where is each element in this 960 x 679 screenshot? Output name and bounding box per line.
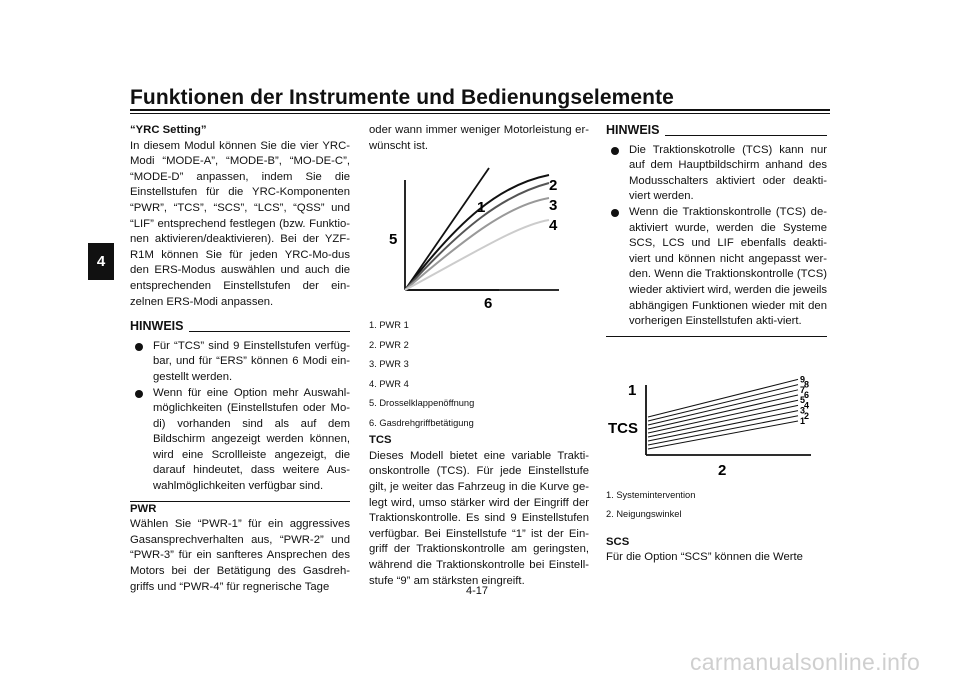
legend-item: 3. PWR 3 <box>369 359 409 370</box>
tcs-level-line <box>648 400 798 433</box>
legend-item: 1. PWR 1 <box>369 320 409 331</box>
fig1-legend <box>369 316 589 433</box>
tcs-level-line <box>648 421 798 449</box>
bullet-icon <box>135 390 143 398</box>
bullet-icon <box>135 343 143 351</box>
note-list <box>130 339 350 495</box>
fig1-label-3: 3 <box>549 197 558 215</box>
fig2-label-2: 2 <box>718 461 727 479</box>
note-heading <box>606 123 827 139</box>
bullet-icon <box>611 147 619 155</box>
tcs-level-label: 6 <box>804 389 810 400</box>
note-list <box>606 143 827 330</box>
tcs-level-label: 4 <box>804 400 810 411</box>
legend-item: 4. PWR 4 <box>369 378 409 389</box>
tcs-level-label: 3 <box>800 405 806 416</box>
tcs-level-label: 7 <box>800 384 806 395</box>
note-item: Wenn für eine Option mehr Auswahl-möglichkeiten (Einstellstufen oder Mo-di) vorhanden sind als auf dem Bildschirm angezeigt werden können, wird eine Scrollleiste angezeigt, die darauf hindeutet, dass weitere Aus-wahlmöglichkeiten verfügbar sind. <box>130 386 350 495</box>
fig1-label-4: 4 <box>549 217 558 235</box>
fig1-label-2: 2 <box>549 177 558 195</box>
column-3 <box>606 123 827 566</box>
tcs-level-line <box>648 405 798 437</box>
chapter-tab: 4 <box>88 243 114 280</box>
fig2-label-tcs: TCS <box>608 419 638 437</box>
tcs-level-label: 2 <box>804 410 810 421</box>
legend-item: 6. Gasdrehgriffbetätigung <box>369 417 474 428</box>
pwr-text-continued: oder wann immer weniger Motorleistung er-wünscht ist. <box>369 124 589 152</box>
header-rule-thin <box>130 113 830 114</box>
note-title: HINWEIS <box>606 123 660 137</box>
fig2-legend <box>606 486 827 525</box>
tcs-level-label: 5 <box>800 394 806 405</box>
legend-item: 2. PWR 2 <box>369 339 409 350</box>
column-2 <box>369 123 589 589</box>
fig1-label-5: 5 <box>389 231 398 249</box>
page-number: 4-17 <box>466 585 489 597</box>
legend-item: 2. Neigungswinkel <box>606 509 682 520</box>
pwr4-curve <box>405 220 549 290</box>
tcs-level-label: 9 <box>800 374 806 385</box>
scs-text: Für die Option “SCS” können die Werte <box>606 551 803 564</box>
note-title: HINWEIS <box>130 319 184 334</box>
tcs-level-label: 1 <box>800 415 806 426</box>
tcs-heading: TCS <box>369 434 392 447</box>
yrc-text: In diesem Modul können Sie die vier YRC-Modi “MODE-A”, “MODE-B”, “MO-DE-C”, “MODE-D” anpassen, indem Sie die Einstellstufen für die YRC-Komponenten “PWR”, “TCS”, “SCS”, “LCS”, “QSS” und “LIF” entsprechend festlegen (bzw. Funktio-nen aktivieren/deaktivieren). Bei der YZF-R1M können Sie für jeden YRC-Mo-dus den ERS-Modus auswählen und auch die entsprechenden Einstellstufen der ein-zelnen ERS-Modi anpassen. <box>130 139 350 308</box>
fig1-label-1: 1 <box>477 199 486 217</box>
tcs-text: Dieses Modell bietet eine variable Trakti-onskontrolle (TCS). Für jede Einstellstufe gilt, je weiter das Fahrzeug in die Kurve ge-legt wird, umso stärker wird der Eingriff der Traktionskontrolle. Es sind 9 Einstellstufen verfügbar. Bei Einstellstufe “1” ist der Ein-griff der Traktionskontrolle am geringsten, während die Traktionskontrolle bei Einstell-stufe “9” am stärksten eingreift. <box>369 449 589 587</box>
note-item: Für “TCS” sind 9 Einstellstufen verfüg-bar, und für “ERS” können 6 Modi ein-gestellt werden. <box>130 339 350 386</box>
yrc-heading: “YRC Setting” <box>130 124 207 136</box>
tcs-figure <box>606 345 827 480</box>
header-rule <box>130 109 830 111</box>
legend-item: 1. Systemintervention <box>606 489 696 500</box>
tcs-level-line <box>648 379 798 417</box>
pwr-heading: PWR <box>130 502 157 515</box>
fig2-label-1: 1 <box>628 381 637 399</box>
pwr-figure <box>369 160 589 310</box>
tcs-level-label: 8 <box>804 379 810 390</box>
note-end-rule <box>606 336 827 337</box>
watermark: carmanualsonline.info <box>690 649 921 675</box>
note-item: Die Traktionskotrolle (TCS) kann nur auf dem Hauptbildschirm anhand des Modusschalters aktiviert oder deakti-viert werden. <box>606 143 827 205</box>
note-item: Wenn die Traktionskontrolle (TCS) de-aktiviert wurde, werden die Systeme SCS, LCS und LIF ebenfalls deakti-viert und können nicht angepasst wer-den. Wenn die Traktionskontrolle (TCS) wieder aktiviert wird, werden die jeweils abhängigen Funktionen wieder mit den vorherigen Einstellstufen akti-viert. <box>606 205 827 330</box>
legend-item: 5. Drosselklappenöffnung <box>369 398 475 409</box>
note-heading <box>130 319 350 335</box>
scs-heading: SCS <box>606 535 630 548</box>
column-1 <box>130 123 350 595</box>
pwr-text: Wählen Sie “PWR-1” für ein aggressives Gasansprechverhalten aus, “PWR-2” und “PWR-3” für ein sanfteres Ansprechen des Motors bei der Betätigung des Gasdreh-griffs und “PWR-4” für regnerische Tage <box>130 518 350 593</box>
fig1-label-6: 6 <box>484 295 493 311</box>
tcs-level-line <box>648 395 798 429</box>
page-title: Funktionen der Instrumente und Bedienungselemente <box>130 86 674 109</box>
bullet-icon <box>611 209 619 217</box>
